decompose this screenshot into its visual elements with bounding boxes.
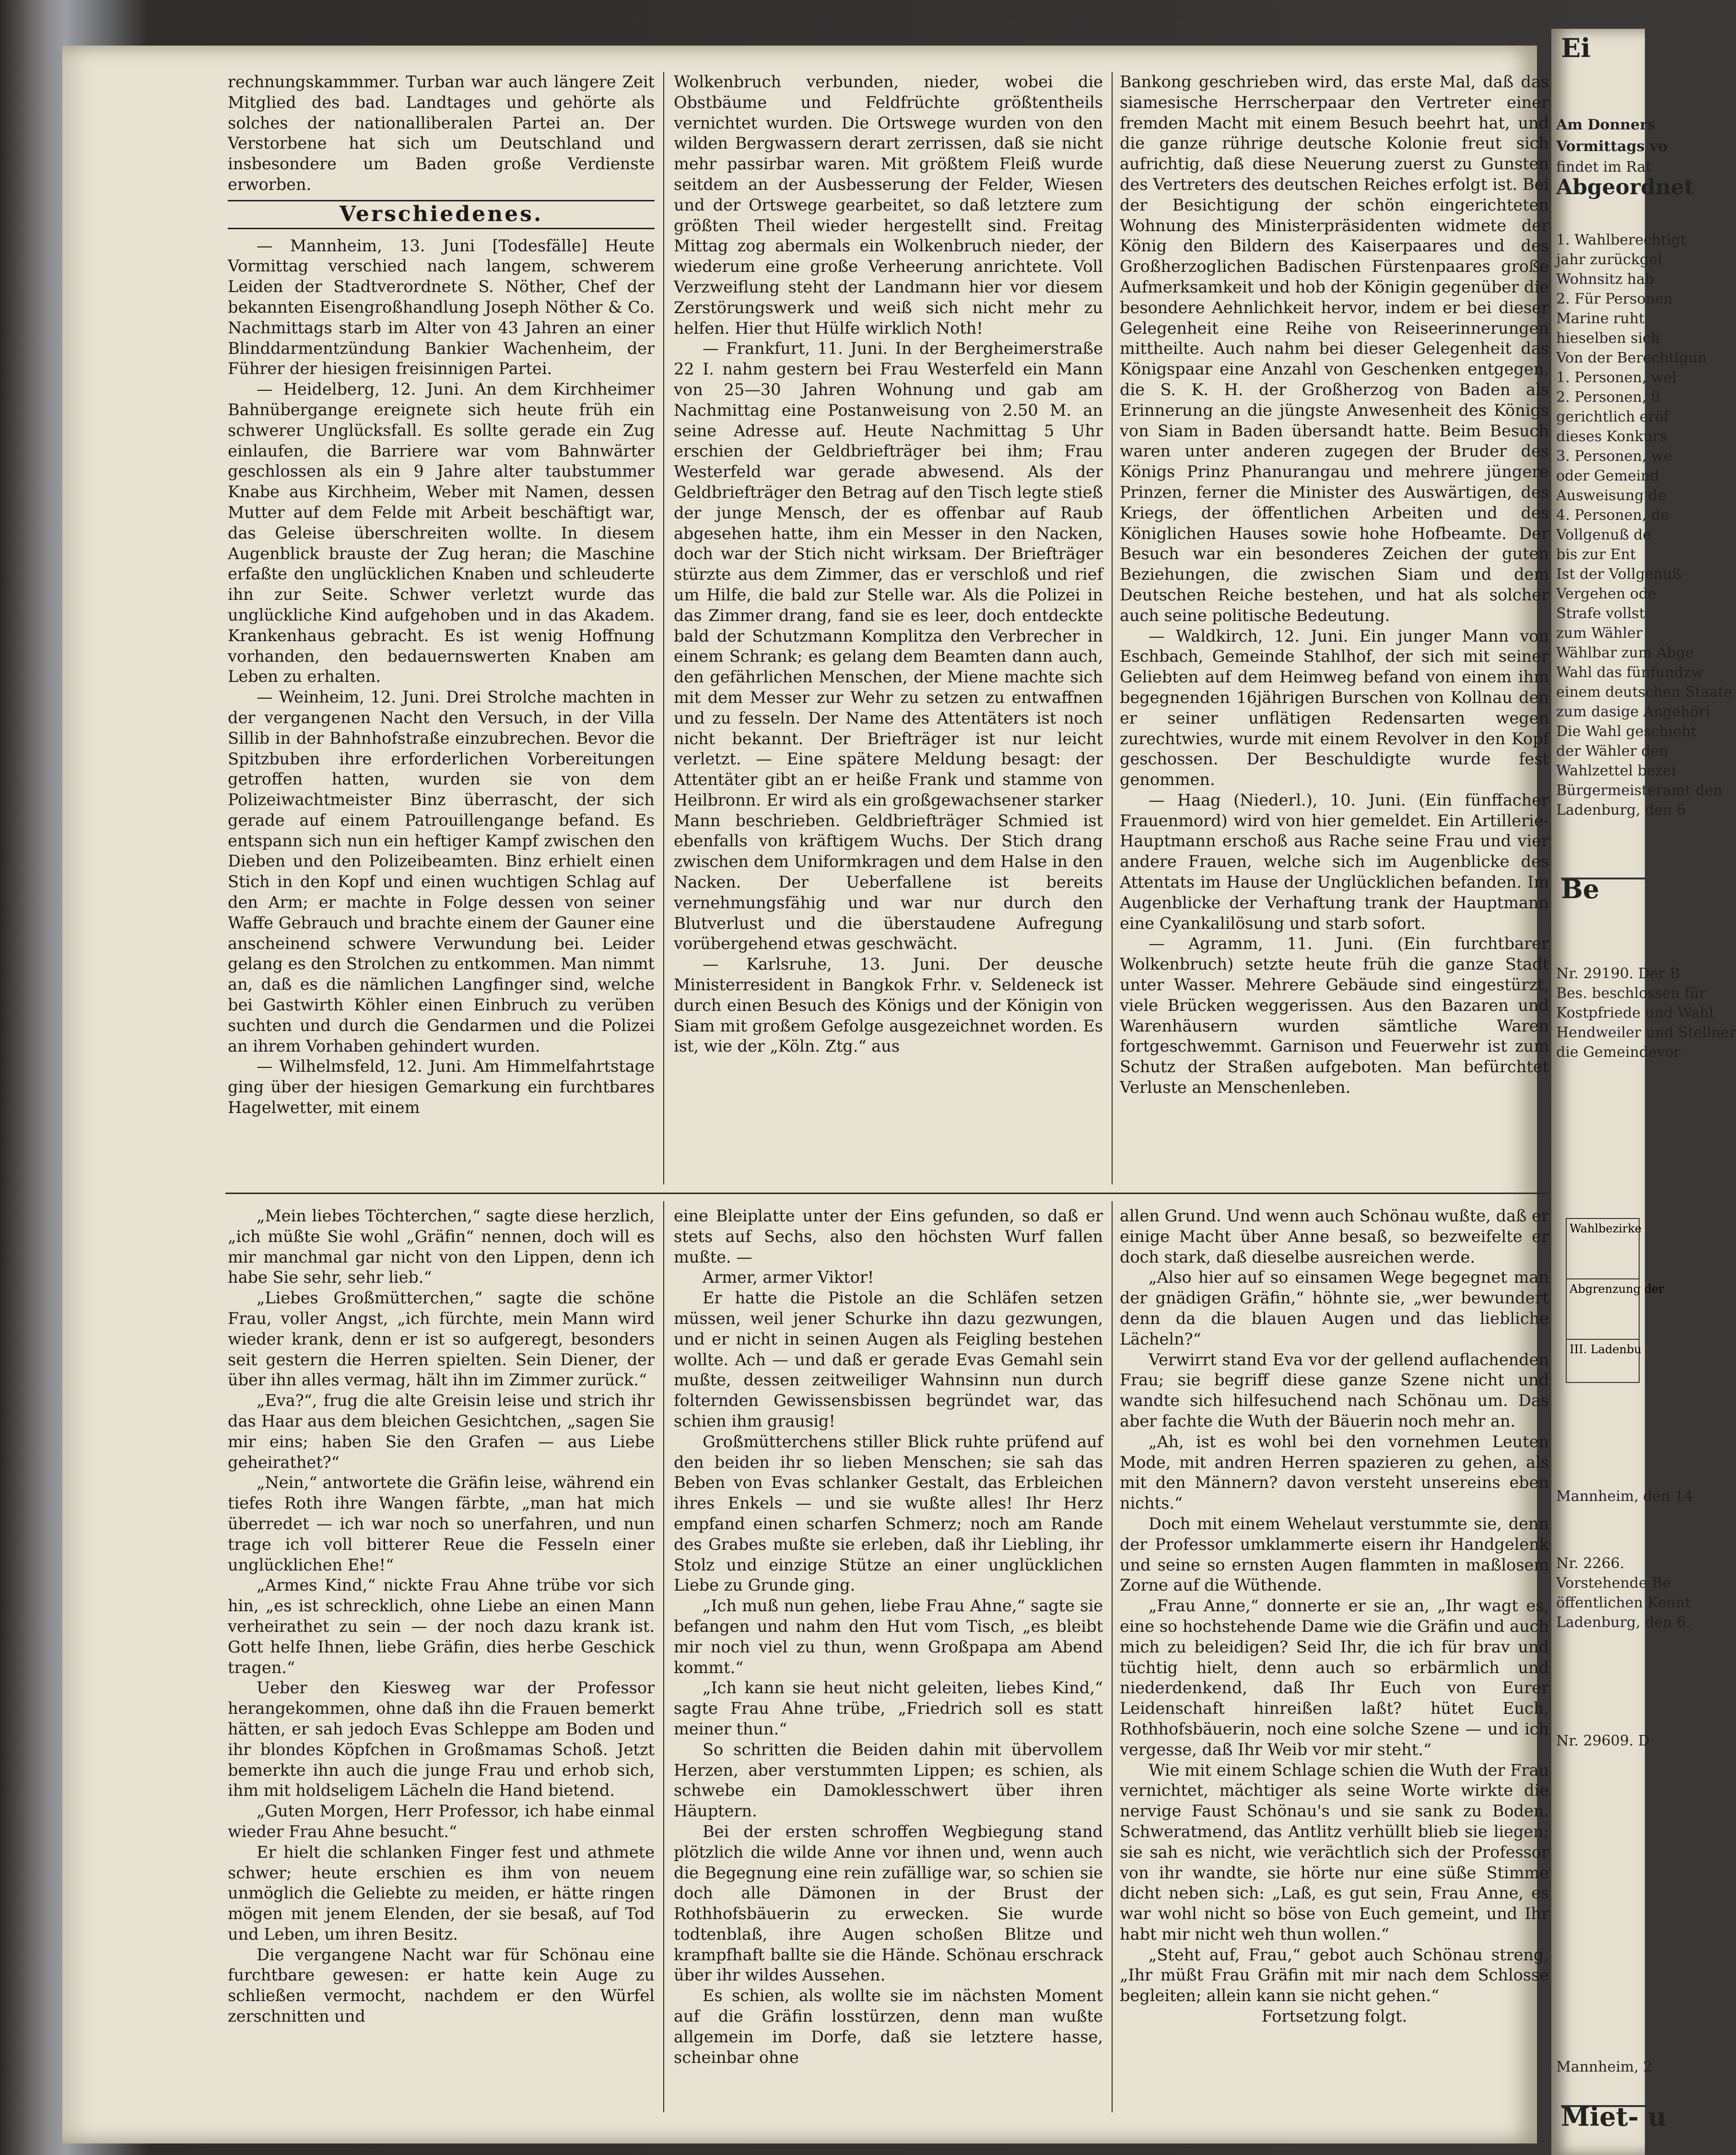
feuilleton-paragraph: So schritten die Beiden dahin mit übervollem Herzen, aber verstummten Lippen; es schien, als schwebe ein Damoklesschwert über ihren Häuptern. — [674, 1740, 1103, 1821]
feuilleton-paragraph: Bei der ersten schroffen Wegbiegung stand plötzlich die wilde Anne vor ihnen und, wenn auch die Begegnung eine rein zufällige war, so schien sie doch alle Dämonen in der Brust der Rothhofsbäuerin zu erwecken. Sie wurde todtenblaß, ihre Augen schoßen Blitze und krampfhaft ballte sie die Hände. Schönau erschrack über ihr wildes Aussehen. — [674, 1822, 1103, 1985]
adjacent-line: Wahl das fünfundzw — [1556, 664, 1703, 681]
adjacent-heading: Ei — [1561, 33, 1591, 63]
adjacent-line: hieselben sich — [1556, 330, 1660, 347]
adjacent-line: bis zur Ent — [1556, 546, 1636, 563]
adjacent-line: Vorstehende Be — [1556, 1575, 1671, 1592]
adjacent-heading: Miet- u — [1561, 2101, 1667, 2132]
adjacent-line: 1. Personen, wel — [1556, 369, 1677, 386]
article-heidelberg: — Heidelberg, 12. Juni. An dem Kirchheimer Bahnübergange ereignete sich heute früh ein schwerer Unglücksfall. Es sollte gerade ein Zug einlaufen, die Barriere war vom Bahnwärter geschlossen als ein 9 Jahre alter taubstummer Knabe aus Kirchheim, Weber mit Namen, dessen Mutter auf dem Felde mit Arbeit beschäftigt war, das Geleise überschreiten wollte. In diesem Augenblick brauste der Zug heran; die Maschine erfaßte den unglücklichen Knaben und schleuderte ihn zur Seite. Schwer verletzt wurde das unglückliche Kind aufgehoben und in das Akadem. Krankenhaus gebracht. Es ist wenig Hoffnung vorhanden, den bedauernswerten Knaben am Leben zu erhalten. — [228, 380, 655, 686]
adjacent-table-cell: Wahlbezirke — [1567, 1219, 1639, 1279]
adjacent-line: dieses Konkurs — [1556, 428, 1667, 445]
adjacent-line: Von der Berechtigun — [1556, 350, 1707, 366]
column-rule-top-2 — [1112, 72, 1113, 1184]
adjacent-line: Wählbar zum Abge — [1556, 644, 1694, 661]
adjacent-line: Marine ruht — [1556, 310, 1645, 327]
article-wilhelmsfeld: — Wilhelmsfeld, 12. Juni. Am Himmelfahrtstage ging über der hiesigen Gemarkung ein furchtbares Hagelwetter, mit einem — [228, 1057, 655, 1117]
carryover-text: rechnungskammmer. Turban war auch längere Zeit Mitglied des bad. Landtages und gehörte als solches der nationalliberalen Partei an. Der Verstorbene hat sich um Deutschland und insbesondere um Baden große Verdienste erworben. — [228, 72, 655, 194]
feuilleton-paragraph: „Nein,“ antwortete die Gräfin leise, während ein tiefes Roth ihre Wangen färbte, „man hat mich überredet — ich war noch so unerfahren, und nun trage ich voll bitterer Reue die Fesseln einer unglücklichen Ehe!“ — [228, 1473, 655, 1574]
column-rule-bottom-1 — [663, 1201, 664, 2112]
feuilleton-paragraph: „Ah, ist es wohl bei den vornehmen Leuten Mode, mit andren Herren spazieren zu gehen, als mit den Männern? davon versteht unsereins eben nichts.“ — [1120, 1432, 1549, 1513]
feuilleton-paragraph: „Liebes Großmütterchen,“ sagte die schöne Frau, voller Angst, „ich fürchte, mein Mann wird wieder krank, denn er ist so aufgeregt, besonders seit gestern die Herren spielten. Sein Diener, der über ihn alles vermag, hält ihn im Zimmer zurück.“ — [228, 1288, 655, 1390]
adjacent-line: zum dasige Angehöri — [1556, 703, 1710, 720]
adjacent-page-fragment — [1551, 29, 1736, 2155]
adjacent-line: Ausweisung de — [1556, 487, 1666, 504]
section-heading: Verschiedenes. — [228, 200, 655, 229]
continuation-note: Fortsetzung folgt. — [1261, 2007, 1408, 2026]
feuilleton-paragraph: Großmütterchens stiller Blick ruhte prüfend auf den beiden ihr so lieben Menschen; sie sah das Beben von Evas schlanker Gestalt, das Erbleichen ihres Enkels — und sie wußte alles! Ihr Herz empfand einen scharfen Schmerz; noch am Rande des Grabes mußte sie erleben, daß ihr Liebling, ihr Stolz und einzige Stütze an einer unglücklichen Liebe zu Grunde ging. — [674, 1432, 1103, 1595]
feuilleton-paragraph: Armer, armer Viktor! — [703, 1268, 874, 1287]
adjacent-line: Nr. 2266. — [1556, 1555, 1625, 1572]
carryover-text: Wolkenbruch verbunden, nieder, wobei die Obstbäume und Feldfrüchte größtentheils vernichtet wurden. Die Ortswege wurden von den wilden Bergwassern derart zerrissen, daß sie nicht mehr passirbar waren. Mit größtem Fleiß wurde seitdem an der Ausbesserung der Felder, Wiesen und der Ortswege gearbeitet, so daß letztere zum größten Theil wieder hergestellt sind. Freitag Mittag zog abermals ein Wolkenbruch nieder, der wiederum eine große Verheerung anrichtete. Voll Verzweiflung steht der Landmann hier vor diesem Zerstörungswerk und weiß sich nicht mehr zu helfen. Hier thut Hülfe wirklich Noth! — [674, 72, 1103, 338]
feuilleton-paragraph: allen Grund. Und wenn auch Schönau wußte, daß er einige Macht über Anne besaß, so bezweifelte er doch stark, daß dieselbe ausreichen werde. — [1120, 1206, 1549, 1266]
feuilleton-paragraph: „Eva?“, frug die alte Greisin leise und strich ihr das Haar aus dem bleichen Gesichtchen, „sagen Sie mir eins; haben Sie den Grafen — aus Liebe geheirathet?“ — [228, 1391, 655, 1472]
feuilleton-column-3 — [1120, 1206, 1549, 2117]
feuilleton-paragraph: Es schien, als wollte sie im nächsten Moment auf die Gräfin losstürzen, denn man wußte allgemein im Dorfe, daß sie letztere hasse, scheinbar ohne — [674, 1986, 1103, 2067]
feuilleton-paragraph: Er hatte die Pistole an die Schläfen setzen müssen, weil jener Schurke ihn dazu gezwungen, und er nicht in seinen Augen als Feigling bestehen wollte. Ach — und daß er gerade Evas Gemahl sein mußte, dessen zeitweiliger Wahnsinn nun durch folternden Gewissensbissen begründet war, das schien ihm grausig! — [674, 1288, 1103, 1430]
article-agramm: — Agramm, 11. Juni. (Ein furchtbarer Wolkenbruch) setzte heute früh die ganze Stadt unter Wasser. Mehrere Gebäude sind eingestürzt, viele Brücken weggerissen. Aus den Bazaren und Warenhäusern wurden sämtliche Waren fortgeschwemmt. Garnison und Feuerwehr ist zum Schutz der Straßen aufgeboten. Man befürchtet Verluste an Menschenleben. — [1120, 934, 1549, 1097]
feuilleton-paragraph: „Armes Kind,“ nickte Frau Ahne trübe vor sich hin, „es ist schrecklich, ohne Liebe an einen Mann verheirathet zu sein — der noch dazu krank ist. Gott helfe Ihnen, liebe Gräfin, dies herbe Geschick tragen.“ — [228, 1576, 655, 1677]
adjacent-line: Die Wahl geschieht — [1556, 723, 1697, 740]
adjacent-line: Ist der Vollgenuß — [1556, 566, 1682, 583]
feuilleton-paragraph: Verwirrt stand Eva vor der gellend auflachenden Frau; sie begriff diese ganze Szene nicht und wandte sich hilfesuchend nach Schönau um. Das aber fachte die Wuth der Bäuerin noch mehr an. — [1120, 1350, 1549, 1430]
adjacent-line: jahr zurückgel — [1556, 251, 1662, 268]
adjacent-line: 2. Für Personen — [1556, 291, 1673, 307]
adjacent-table — [1566, 1218, 1664, 1383]
carryover-text: Bankong geschrieben wird, das erste Mal, daß das siamesische Herrscherpaar den Vertreter einer fremden Macht mit einem Besuch beehrt hat, und die ganze rührige deutsche Kolonie freut sich aufrichtig, daß diese Neuerung zuerst zu Gunsten des Vertreters des deutschen Reiches erfolgt ist. Bei der Besichtigung der schön eingerichteten Wohnung des Ministerpräsidenten widmete der König den Bildern des Kaiserpaares und des Großherzoglichen Badischen Fürstenpaares große Aufmerksamkeit und hob der Königin gegenüber die besondere Aehnlichkeit hervor, indem er bei dieser Gelegenheit eine Reihe von Reiseerinnerungen mittheilte. Auch nahm bei dieser Gelegenheit das Königspaar eine Anzahl von Geschenken entgegen, die S. K. H. der Großherzog von Baden als Erinnerung an die jüngste Anwesenheit des Königs von Siam in Baden übersandt hatte. Beim Besuch waren unter anderen zugegen der Bruder des Königs Prinz Phanurangau und mehrere jüngere Prinzen, ferner die Minister des Auswärtigen, des Kriegs, der öffentlichen Arbeiten und des Königlichen Hauses sowie hohe Hofbeamte. Der Besuch war ein besonderes Zeichen der guten Beziehungen, die zwischen Siam und dem Deutschen Reiche bestehen, und hat als solcher auch seine politische Bedeutung. — [1120, 72, 1549, 625]
adjacent-line: Strafe vollst — [1556, 605, 1645, 622]
adjacent-line: 3. Personen, we — [1556, 448, 1672, 465]
feuilleton-paragraph: Ueber den Kiesweg war der Professor herangekommen, ohne daß ihn die Frauen bemerkt hätten, er sah jedoch Evas Schleppe am Boden und ihr blondes Köpfchen in Großmamas Schoß. Jetzt bemerkte ihn auch die junge Frau und erhob sich, ihm mit holdseligem Lächeln die Hand bietend. — [228, 1678, 655, 1800]
adjacent-line: Wahlzettel bezei — [1556, 762, 1676, 779]
article-haag: — Haag (Niederl.), 10. Juni. (Ein fünffacher Frauenmord) wird von hier gemeldet. Ein Artillerie-Hauptmann erschoß aus Rache seine Frau und vier andere Frauen, welche sich im Augenblicke des Attentats im Hause der Unglücklichen befanden. Im Augenblicke der Verhaftung trank der Hauptmann eine Cyankalilösung und starb sofort. — [1120, 790, 1549, 933]
adjacent-line: der Wähler den — [1556, 743, 1668, 760]
feuilleton-paragraph: eine Bleiplatte unter der Eins gefunden, so daß er stets auf Sechs, also den höchsten Wurf fallen mußte. — — [674, 1206, 1103, 1266]
adjacent-line: Ladenburg, den 6. — [1556, 1614, 1690, 1631]
feuilleton-divider — [225, 1193, 1549, 1194]
feuilleton-paragraph: „Frau Anne,“ donnerte er sie an, „Ihr wagt es, eine so hochstehende Dame wie die Gräfin und auch mich zu beleidigen? Seid Ihr, die ich für brav und tüchtig hielt, denn auch so erbärmlich und niederdenkend, daß Ihr Euch von Eurer Leidenschaft hinreißen laßt? hütet Euch, Rothhofsbäuerin, noch eine solche Szene — und ich vergesse, daß Ihr Weib vor mir steht.“ — [1120, 1596, 1549, 1759]
adjacent-line: 4. Personen, de — [1556, 507, 1669, 524]
adjacent-line: einem deutschen Staate — [1556, 684, 1733, 701]
adjacent-line: Mannheim, 2 — [1556, 2059, 1653, 2075]
feuilleton-paragraph: „Ich muß nun gehen, liebe Frau Ahne,“ sagte sie befangen und nahm den Hut vom Tisch, „es bleibt mir noch viel zu thun, wenn Großpapa am Abend kommt.“ — [674, 1596, 1103, 1677]
feuilleton-paragraph: „Guten Morgen, Herr Professor, ich habe einmal wieder Frau Ahne besucht.“ — [228, 1802, 655, 1841]
news-column-1 — [228, 72, 655, 1187]
adjacent-line: Vergehen ode — [1556, 586, 1656, 602]
adjacent-line: die Gemeindevor — [1556, 1044, 1681, 1061]
adjacent-line: Am Donners — [1556, 117, 1655, 133]
adjacent-heading: Be — [1561, 878, 1647, 899]
adjacent-table-cell: Abgrenzung der — [1567, 1279, 1639, 1340]
adjacent-line: Bürgermeisteramt den — [1556, 782, 1723, 799]
article-weinheim: — Weinheim, 12. Juni. Drei Strolche machten in der vergangenen Nacht den Versuch, in der Villa Sillib in der Bahnhofstraße einzubrechen. Bevor die Spitzbuben ihre erforderlichen Vorbereitungen getroffen hatten, wurden sie von dem Polizeiwachtmeister Binz überrascht, der sich gerade auf einem Patrouillengange befand. Es entspann sich nun ein heftiger Kampf zwischen den Dieben und den Polizeibeamten. Binz erhielt einen Stich in den Kopf und einen wuchtigen Schlag auf den Arm; er machte in Folge dessen von seiner Waffe Gebrauch und brachte einem der Gauner eine anscheinend schwere Verwundung bei. Leider gelang es den Strolchen zu entkommen. Man nimmt an, daß es die nämlichen Langfinger sind, welche bei Gastwirth Köhler einen Einbruch zu verüben suchten und durch die Gendarmen und die Polizei an ihrem Vorhaben gehindert wurden. — [228, 688, 655, 1055]
adjacent-line: Kostpfriede und Wahl — [1556, 1005, 1714, 1021]
adjacent-line: 2. Personen, ü — [1556, 389, 1661, 406]
article-frankfurt: — Frankfurt, 11. Juni. In der Bergheimerstraße 22 I. nahm gestern bei Frau Westerfeld ein Mann von 25—30 Jahren Wohnung und gab am Nachmittag eine Postanweisung von 2.50 M. an seine Adresse auf. Heute Nachmittag 5 Uhr erschien der Geldbriefträger bei ihm; Frau Westerfeld war gerade abwesend. Als der Geldbriefträger den Betrag auf den Tisch legte stieß der junge Mensch, der es offenbar auf Raub abgesehen hatte, ihm ein Messer in den Nacken, doch war der Stich nicht wirksam. Der Briefträger stürzte aus dem Zimmer, das er verschloß und rief um Hilfe, die bald zur Stelle war. Als die Polizei in das Zimmer drang, fand sie es leer, doch entdeckte bald der Schutzmann Komplitza den Verbrecher in einem Schrank; es gelang dem Beamten dann auch, den gefährlichen Menschen, der Miene machte sich mit dem Messer zur Wehr zu setzen zu entwaffnen und zu fesseln. Der Name des Attentäters ist noch nicht bekannt. Der Briefträger ist nur leicht verletzt. — Eine spätere Meldung besagt: der Attentäter gibt an er heiße Frank und stamme von Heilbronn. Er wird als ein großgewachsener starker Mann beschrieben. Geldbriefträger Schmied ist ebenfalls von kräftigem Wuchs. Der Stich drang zwischen dem Uniformkragen und dem Halse in den Nacken. Der Ueberfallene ist bereits vernehmungsfähig und war nur durch den Blutverlust und die überstaudene Aufregung vorübergehend etwas geschwächt. — [674, 339, 1103, 953]
feuilleton-paragraph: Er hielt die schlanken Finger fest und athmete schwer; heute erschien es ihm von neuem unmöglich die Geliebte zu meiden, er hätte ringen mögen mit jenem Elenden, der sie besaß, auf Tod und Leben, um ihren Besitz. — [228, 1842, 655, 1944]
adjacent-line: Nr. 29190. Der B — [1556, 965, 1680, 982]
adjacent-line: Bes. beschlossen für — [1556, 985, 1706, 1002]
newspaper-page — [62, 46, 1549, 2143]
article-karlsruhe: — Karlsruhe, 13. Juni. Der deusche Ministerresident in Bangkok Frhr. v. Seldeneck ist durch einen Besuch des Königs und der Königin von Siam mit großem Gefolge ausgezeichnet worden. Es ist, wie der „Köln. Ztg.“ aus — [674, 955, 1103, 1056]
feuilleton-column-2 — [674, 1206, 1103, 2117]
column-rule-bottom-2 — [1112, 1201, 1113, 2112]
feuilleton-paragraph: „Mein liebes Töchterchen,“ sagte diese herzlich, „ich müßte Sie wohl „Gräfin“ nennen, doch will es mir manchmal gar nicht von den Lippen, denn ich habe Sie sehr, sehr lieb.“ — [228, 1206, 655, 1287]
adjacent-line: zum Wähler — [1556, 625, 1643, 642]
feuilleton-column-1 — [228, 1206, 655, 2117]
adjacent-line: oder Gemeind — [1556, 468, 1659, 484]
feuilleton-paragraph: „Steht auf, Frau,“ gebot auch Schönau streng, „Ihr müßt Frau Gräfin mit mir nach dem Schlosse begleiten; allein kann sie nicht gehen.“ — [1120, 1945, 1549, 2005]
adjacent-table-cell: III. Ladenbu — [1570, 1343, 1642, 1356]
column-rule-top-1 — [663, 72, 664, 1184]
feuilleton-paragraph: Doch mit einem Wehelaut verstummte sie, denn der Professor umklammerte eisern ihr Handgelenk und seine so ernsten Augen flammten in maßlosem Zorne auf die Wüthende. — [1120, 1514, 1549, 1595]
adjacent-line: Vollgenuß de — [1556, 527, 1652, 543]
feuilleton-paragraph: Die vergangene Nacht war für Schönau eine furchtbare gewesen: er hatte kein Auge zu schließen vermocht, nachdem er den Würfel zerschnitten und — [228, 1945, 655, 2026]
feuilleton-paragraph: „Ich kann sie heut nicht geleiten, liebes Kind,“ sagte Frau Ahne trübe, „Friedrich soll es statt meiner thun.“ — [674, 1678, 1103, 1738]
adjacent-line: Hendweiler und Stellner — [1556, 1024, 1736, 1041]
news-column-3 — [1120, 72, 1549, 1187]
feuilleton-paragraph: „Also hier auf so einsamen Wege begegnet man der gnädigen Gräfin,“ höhnte sie, „wer bewundert denn da die blauen Augen und das liebliche Lächeln?“ — [1120, 1268, 1549, 1348]
adjacent-line: Wohnsitz hab — [1556, 271, 1654, 288]
adjacent-line: öffentlichen Kennt — [1556, 1594, 1691, 1611]
article-mannheim: — Mannheim, 13. Juni [Todesfälle] Heute Vormittag verschied nach langem, schwerem Leiden der Stadtverordnete S. Nöther, Chef der bekannten Eisengroßhandlung Joseph Nöther & Co. Nachmittags starb im Alter von 43 Jahren an einer Blinddarmentzündung Bankier Wachenheim, der Führer der hiesigen freisinnigen Partei. — [228, 236, 655, 378]
adjacent-line: Abgeordnet — [1556, 175, 1694, 199]
adjacent-line: Mannheim, den 14 — [1556, 1488, 1693, 1505]
news-column-2 — [674, 72, 1103, 1187]
adjacent-line: Nr. 29609. D — [1556, 1733, 1650, 1749]
article-waldkirch: — Waldkirch, 12. Juni. Ein junger Mann von Eschbach, Gemeinde Stahlhof, der sich mit seiner Geliebten auf dem Heimweg befand von einem ihm begegnenden 16jährigen Burschen von Kollnau den er seiner unflätigen Redensarten wegen zurechtwies, wurde mit einem Revolver in den Kopf geschossen. Der Beschuldigte wurde fest genommen. — [1120, 626, 1549, 789]
adjacent-line: Ladenburg, den 6 — [1556, 802, 1686, 819]
adjacent-line: findet im Rat — [1556, 159, 1652, 176]
feuilleton-paragraph: Wie mit einem Schlage schien die Wuth der Frau vernichtet, mächtiger als seine Worte wirkte die nervige Faust Schönau's und sie sank zu Boden. Schweratmend, das Antlitz verhüllt blieb sie liegen; sie sah es nicht, wie verächtlich sich der Professor von ihr wandte, sie hörte nur eine süße Stimme dicht neben sich: „Laß, es gut sein, Frau Anne, es war wohl nicht so böse von Euch gemeint, und Ihr habt mir nicht weh thun wollen.“ — [1120, 1760, 1549, 1944]
adjacent-line: 1. Wahlberechtigt — [1556, 232, 1687, 248]
adjacent-line: Vormittags vo — [1556, 138, 1668, 155]
adjacent-line: gerichtlich eröf — [1556, 409, 1669, 425]
